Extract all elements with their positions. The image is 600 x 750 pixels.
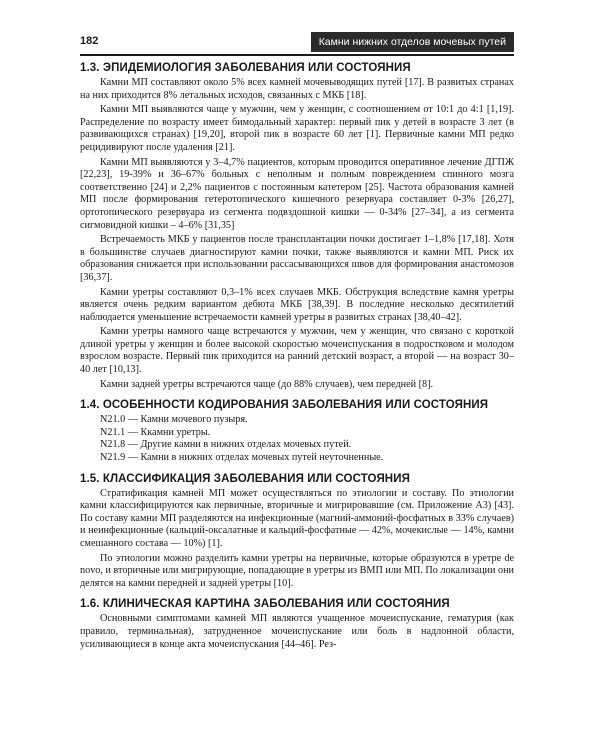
- paragraph: Стратификация камней МП может осуществляться по этиологии и составу. По этиологии камни классифицируются как первичные, вторичные и мигрировавшие (см. Приложение А3) [43]. По составу камни МП разделяются на инфекционные (магний-аммоний-фосфатных в 33% случаев) и неинфекционные (кальций-оксалатные и кальций-фосфатные — 42%, мочекислые — 14%, камни смешанного состава — 10%) [1].: [80, 487, 514, 549]
- page-header: [80, 32, 514, 56]
- icd-code-item: N21.0 — Камни мочевого пузыря.: [100, 414, 248, 426]
- icd-code-item: N21.9 — Камни в нижних отделах мочевых путей неуточненные.: [100, 452, 384, 464]
- page-number: 182: [80, 35, 99, 47]
- icd-code-item: N21.1 — Ккамни уретры.: [100, 426, 211, 438]
- paragraph: Камни МП выявляются у 3–4,7% пациентов, которым проводится оперативное лечение ДГПЖ [22,23], 19-39% и 36–67% больных с неполным и полным повреждением спинного мозга соответственно [24] и 2,2% пациентов с постоянным катетером [25]. Частота образования камней МП после формирования гетеротопического кишечного резервуара составляет 0-3% [26,27], ортотопического резервуара из сегмента подвздошной кишки — 0-34% [27–34], а из сегмента сигмовидной кишки – 4–6% [31,35]: [80, 156, 514, 231]
- paragraph: Камни уретры составляют 0,3–1% всех случаев МКБ. Обструкция вследствие камня уретры является очень редким вариантом дебюта МКБ [38,39]. В последние несколько десятилетий наблюдается уменьшение встречаемости камней уретры в развитых странах [38,40–42].: [80, 286, 514, 323]
- paragraph: Основными симптомами камней МП являются учащенное мочеиспускание, гематурия (как правило, терминальная), затрудненное мочеиспускание или боль в надлонной области, усиливающиеся в конце акта мочеиспускания [44–46]. Рез-: [80, 613, 514, 650]
- section-heading-clinical-picture: 1.6. КЛИНИЧЕСКАЯ КАРТИНА ЗАБОЛЕВАНИЯ ИЛИ СОСТОЯНИЯ: [80, 598, 450, 611]
- section-heading-epidemiology: 1.3. ЭПИДЕМИОЛОГИЯ ЗАБОЛЕВАНИЯ ИЛИ СОСТОЯНИЯ: [80, 62, 411, 74]
- icd-code-item: N21.8 — Другие камни в нижних отделах мочевых путей.: [100, 439, 352, 451]
- paragraph: По этиологии можно разделить камни уретры на первичные, которые образуются в уретре de novo, и вторичные или мигрирующие, попадающие в уретры из ВМП или МП. По локализации они делятся на камни передней и задней уретры [10].: [80, 552, 514, 589]
- paragraph: Камни уретры намного чаще встречаются у мужчин, чем у женщин, что связано с короткой длиной уретры у женщин и более высокой скоростью мочеиспускания в подростковом и молодом взрослом возрасте. Первый пик приходится на ранний детский возраст, а второй — на возраст 30–40 лет [10,13].: [80, 326, 514, 376]
- paragraph: Встречаемость МКБ у пациентов после трансплантации почки достигает 1–1,8% [17,18]. Хотя в большинстве случаев диагностируют камни почки, также выявляются и камни МП. Риск их образования снижается при использовании рассасывающихся швов для формирования анастомозов [36,37].: [80, 234, 514, 283]
- page-content: [80, 62, 514, 653]
- paragraph: Камни задней уретры встречаются чаще (до 88% случаев), чем передней [8].: [100, 378, 434, 390]
- running-title: Камни нижних отделов мочевых путей: [311, 32, 514, 52]
- paragraph: Камни МП выявляются чаще у мужчин, чем у женщин, с соотношением от 10:1 до 4:1 [1,19]. Распределение по возрасту имеет бимодальный характер: первый пик у детей в возрасте 3 лет (в развивающихся странах) [19,20], второй пик в возрасте 60 лет [1]. Первичные камни МП редко рецидивируют после удаления [21].: [80, 104, 514, 153]
- paragraph: Камни МП составляют около 5% всех камней мочевыводящих путей [17]. В развитых странах на них приходится 8% летальных исходов, связанных с МКБ [18].: [80, 77, 514, 101]
- section-heading-classification: 1.5. КЛАССИФИКАЦИЯ ЗАБОЛЕВАНИЯ ИЛИ СОСТОЯНИЯ: [80, 472, 410, 485]
- section-heading-coding: 1.4. ОСОБЕННОСТИ КОДИРОВАНИЯ ЗАБОЛЕВАНИЯ ИЛИ СОСТОЯНИЯ: [80, 399, 489, 412]
